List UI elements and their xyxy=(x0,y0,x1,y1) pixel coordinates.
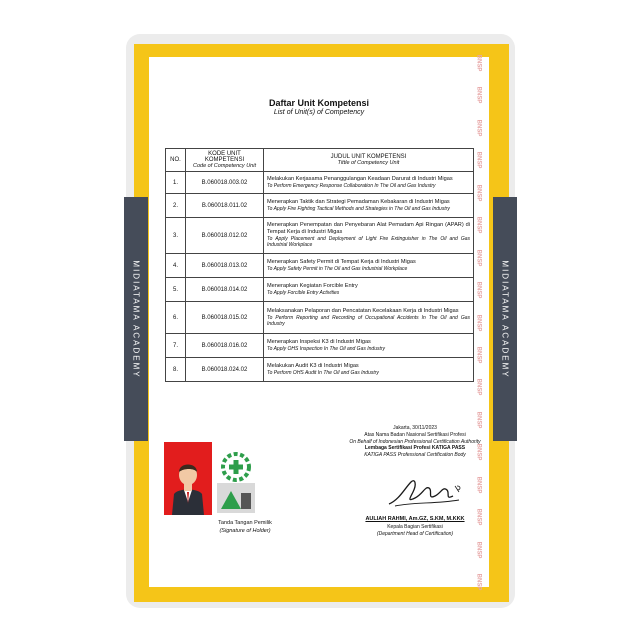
bnsp-watermark: BNSP xyxy=(475,541,482,558)
table-row xyxy=(166,172,474,194)
row-no: 3. xyxy=(166,218,186,254)
gear-cross-logo-icon xyxy=(215,447,257,515)
bnsp-watermark: BNSP xyxy=(475,54,482,72)
row-title-en: To Apply Fire Fighting Tactical Methods and Strategies in The Oil and Gas Industry xyxy=(267,205,450,212)
side-band-left xyxy=(124,197,148,441)
certification-body: Lembaga Sertifikasi Profesi KATIGA PASS xyxy=(364,445,466,452)
bnsp-watermark: BNSP xyxy=(475,281,482,299)
holder-photo xyxy=(164,442,212,515)
row-title-id: Menerapkan Safety Permit di Tempat Kerja di Industri Migas xyxy=(267,258,416,265)
bnsp-watermark: BNSP xyxy=(475,411,482,429)
row-code: B.060018.003.02 xyxy=(186,172,264,194)
row-no: 2. xyxy=(166,194,186,218)
row-no: 6. xyxy=(166,302,186,334)
row-code: B.060018.012.02 xyxy=(186,218,264,254)
on-behalf: Atas Nama Badan Nasional Sertifikasi Profesi xyxy=(364,431,466,438)
row-title xyxy=(264,172,474,194)
holder-signature-label-en: (Signature of Holder) xyxy=(219,528,271,534)
signer-role: Kepala Bagian Sertifikasi xyxy=(387,524,443,530)
table-row xyxy=(166,302,474,334)
table-header-row xyxy=(166,149,474,172)
header-title-label-en: Tittle of Competency Unit xyxy=(337,160,400,166)
row-title xyxy=(264,302,474,334)
row-title-id: Menerapkan Inspeksi K3 di Industri Migas xyxy=(267,338,371,345)
row-code: B.060018.024.02 xyxy=(186,358,264,382)
row-title-id: Melakukan Kerjasama Penanggulangan Keadaan Darurat di Industri Migas xyxy=(267,175,453,182)
competency-table xyxy=(165,148,474,382)
bnsp-watermark: BNSP xyxy=(475,216,482,234)
document-subtitle: List of Unit(s) of Competency xyxy=(273,109,365,116)
table-row xyxy=(166,278,474,302)
row-title xyxy=(264,254,474,278)
row-code: B.060018.016.02 xyxy=(186,334,264,358)
signer-role-en: (Department Head of Certification) xyxy=(376,531,454,537)
bnsp-watermark: BNSP xyxy=(475,476,482,494)
document-title: Daftar Unit Kompetensi xyxy=(268,98,369,108)
row-title-en: To Apply OHS Inspection In The Oil and Gas Industry xyxy=(267,345,386,352)
place-date: Jakarta, 30/11/2023 xyxy=(393,425,437,431)
signer-name: AULIAH RAHMI, Am.GZ, S.KM, M.KKK xyxy=(365,516,465,522)
header-code-label: KODE UNIT KOMPETENSI xyxy=(204,151,245,163)
row-title-en: To Perform Emergency Response Collaboration In The Oil and Gas Industry xyxy=(267,182,436,189)
table-row xyxy=(166,218,474,254)
row-title-id: Melakukan Audit K3 di Industri Migas xyxy=(267,362,359,369)
row-title-en: To Apply Forcible Entry Activities xyxy=(267,289,340,296)
bnsp-watermark: BNSP xyxy=(475,87,482,104)
bnsp-watermark: BNSP xyxy=(475,314,482,331)
header-no-label: NO. xyxy=(170,157,181,163)
bnsp-watermark: BNSP xyxy=(475,379,482,396)
bnsp-watermark: BNSP xyxy=(475,346,482,364)
side-band-text: MIDIATAMA ACADEMY xyxy=(500,259,510,379)
side-band-text: MIDIATAMA ACADEMY xyxy=(131,259,141,379)
header-no xyxy=(166,149,186,172)
row-title-id: Menerapkan Kegiatan Forcible Entry xyxy=(267,282,358,289)
row-title xyxy=(264,278,474,302)
header-code-label-en: Code of Competency Unit xyxy=(193,163,256,169)
certification-body-en: KATIGA PASS Professional Certification Body xyxy=(364,452,466,458)
bnsp-watermark: BNSP xyxy=(475,151,482,169)
row-title-id: Melaksanakan Pelaporan dan Pencatatan Kecelakaan Kerja di Industri Migas xyxy=(267,307,459,314)
bnsp-watermark: BNSP xyxy=(475,573,482,591)
bnsp-watermark: BNSP xyxy=(475,184,482,202)
header-title xyxy=(264,149,474,172)
row-title xyxy=(264,218,474,254)
row-no: 1. xyxy=(166,172,186,194)
bnsp-watermark: BNSP xyxy=(475,443,482,461)
side-band-right xyxy=(493,197,517,441)
table-row xyxy=(166,358,474,382)
row-title-en: To Perform Reporting and Recording of Occupational Accidents In The Oil and Gas Industry xyxy=(267,314,470,327)
handwritten-signature xyxy=(385,474,465,512)
row-code: B.060018.014.02 xyxy=(186,278,264,302)
table-row xyxy=(166,194,474,218)
row-title-id: Menerapkan Penempatan dan Penyebaran Alat Pemadam Api Ringan (APAR) di Tempat Kerja di Industri Migas xyxy=(267,222,470,236)
bnsp-watermark: BNSP xyxy=(475,119,482,137)
row-no: 8. xyxy=(166,358,186,382)
row-title-en: To Perform OHS Audit In The Oil and Gas Industry xyxy=(267,369,379,376)
row-code: B.060018.013.02 xyxy=(186,254,264,278)
row-title xyxy=(264,334,474,358)
row-title-en: To Apply Safety Permit in The Oil and Gas Industrial Workplace xyxy=(267,265,408,272)
row-code: B.060018.011.02 xyxy=(186,194,264,218)
row-no: 5. xyxy=(166,278,186,302)
header-title-label: JUDUL UNIT KOMPETENSI xyxy=(330,154,407,160)
holder-avatar-icon xyxy=(164,442,212,515)
holder-signature-label: Tanda Tangan Pemilik xyxy=(218,520,272,526)
table-row xyxy=(166,334,474,358)
row-title xyxy=(264,358,474,382)
signing-block xyxy=(330,425,500,459)
bnsp-watermark: BNSP xyxy=(475,249,482,266)
row-no: 7. xyxy=(166,334,186,358)
row-title-id: Menerapkan Taktik dan Strategi Pemadaman Kebakaran di Industri Migas xyxy=(267,198,450,205)
header-code xyxy=(186,149,264,172)
row-title xyxy=(264,194,474,218)
table-row xyxy=(166,254,474,278)
row-title-en: To Apply Placement and Deployment of Light Fire Extinguisher in The Oil and Gas Industrial Workplace xyxy=(267,236,470,249)
bnsp-watermark: BNSP xyxy=(475,508,482,526)
on-behalf-en: On Behalf of Indonesian Professional Certification Authority xyxy=(349,438,481,445)
row-code: B.060018.015.02 xyxy=(186,302,264,334)
row-no: 4. xyxy=(166,254,186,278)
